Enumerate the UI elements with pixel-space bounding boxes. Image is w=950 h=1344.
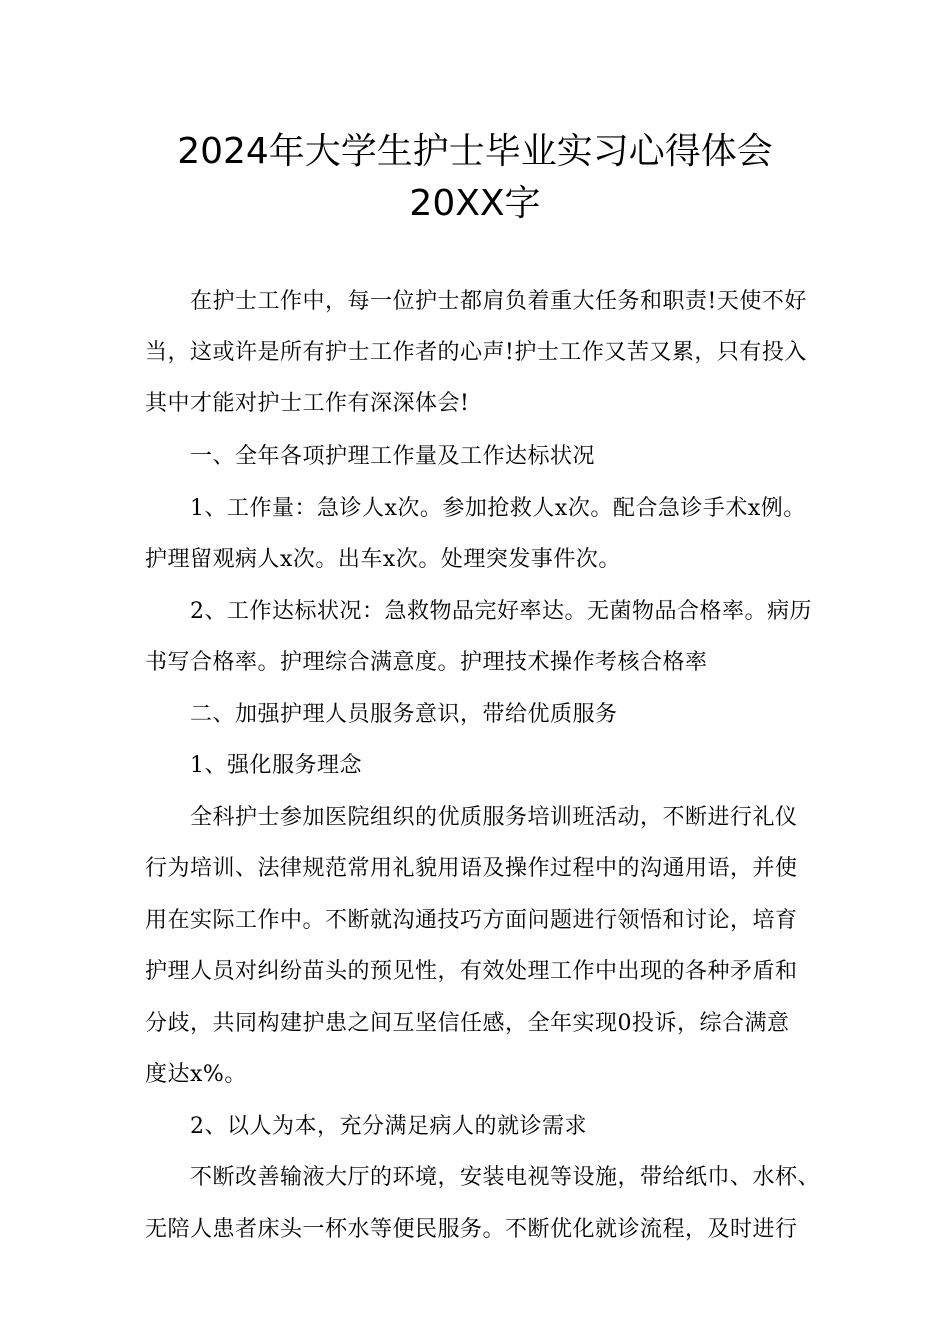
body-line-8: 书写合格率。护理综合满意度。护理技术操作考核合格率: [145, 650, 708, 675]
document-title-line-2: 20XX字: [409, 183, 541, 224]
body-line-16: 度达x%。: [145, 1062, 247, 1087]
body-line-1: 在护士工作中，每一位护士都肩负着重大任务和职责!天使不好: [145, 289, 807, 314]
body-line-5: 1、工作量：急诊人x次。参加抢救人x次。配合急诊手术x例。: [145, 496, 806, 521]
body-line-7: 2、工作达标状况：急救物品完好率达。无菌物品合格率。病历: [145, 599, 812, 624]
document-title-line-1: 2024年大学生护士毕业实习心得体会: [177, 131, 773, 172]
body-line-15: 分歧，共同构建护患之间互坚信任感，全年实现0投诉，综合满意: [145, 1011, 790, 1036]
body-line-2: 当，这或许是所有护士工作者的心声!护士工作又苦又累，只有投入: [145, 340, 807, 365]
subsection-heading-2: 2、以人为本，充分满足病人的就诊需求: [145, 1114, 587, 1139]
subsection-heading-1: 1、强化服务理念: [145, 753, 362, 778]
body-line-13: 用在实际工作中。不断就沟通技巧方面问题进行领悟和讨论，培育: [145, 908, 798, 933]
body-line-11: 全科护士参加医院组织的优质服务培训班活动，不断进行礼仪: [145, 805, 798, 830]
body-line-3: 其中才能对护士工作有深深体会!: [145, 391, 470, 416]
section-heading-2: 二、加强护理人员服务意识，带给优质服务: [145, 702, 618, 727]
body-line-6: 护理留观病人x次。出车x次。处理突发事件次。: [145, 547, 621, 572]
body-line-12: 行为培训、法律规范常用礼貌用语及操作过程中的沟通用语，并使: [145, 856, 798, 881]
body-line-14: 护理人员对纠纷苗头的预见性，有效处理工作中出现的各种矛盾和: [145, 959, 798, 984]
section-heading-1: 一、全年各项护理工作量及工作达标状况: [145, 444, 596, 469]
body-line-19: 无陪人患者床头一杯水等便民服务。不断优化就诊流程，及时进行: [145, 1217, 798, 1242]
body-line-18: 不断改善输液大厅的环境，安装电视等设施，带给纸巾、水杯、: [145, 1165, 821, 1190]
